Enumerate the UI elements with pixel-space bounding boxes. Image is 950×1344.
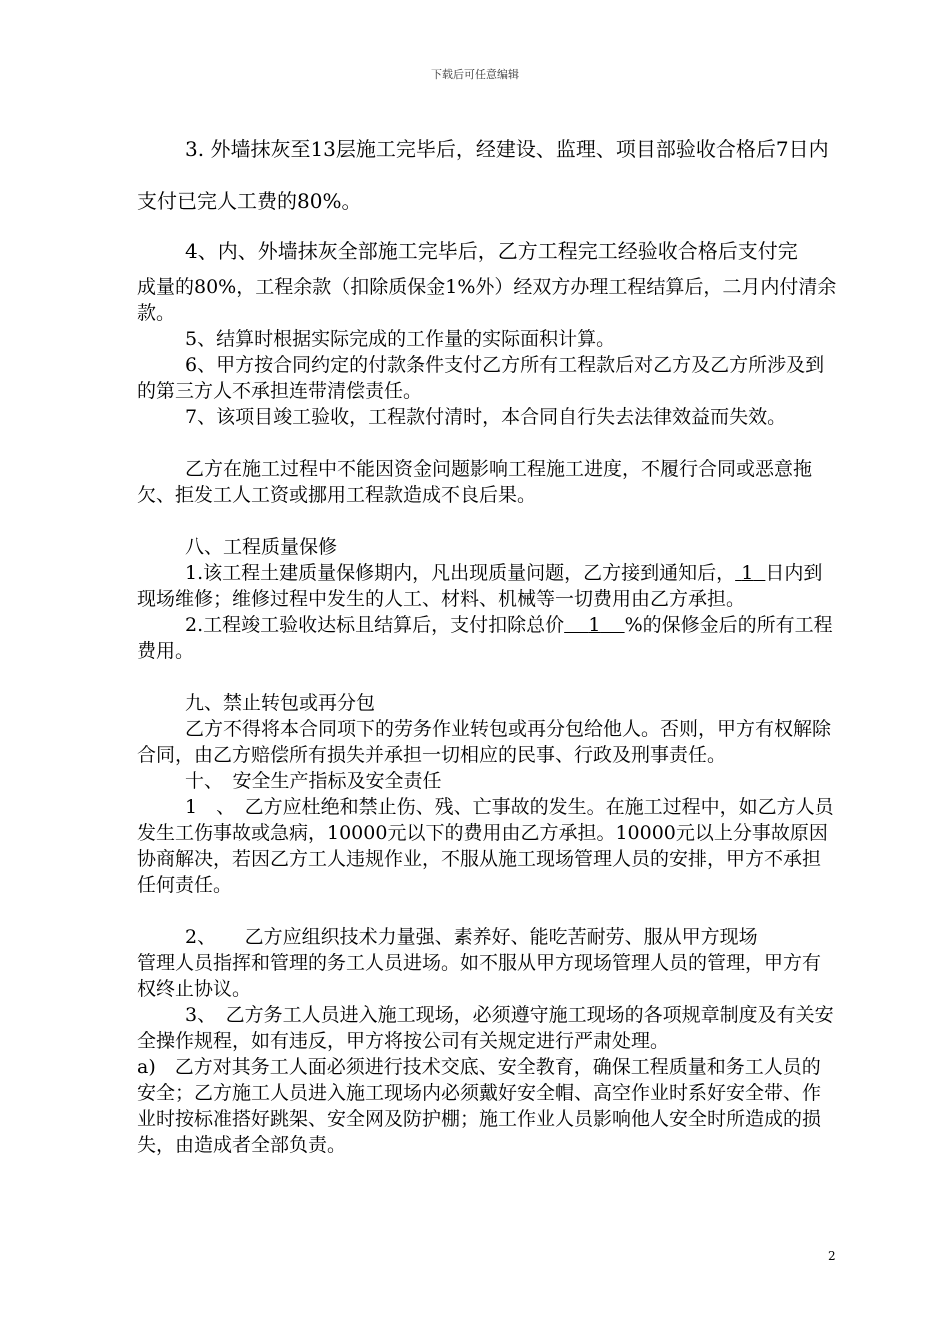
section-9-body: 乙方不得将本合同项下的劳务作业转包或再分包给他人。否则，甲方有权解除合同，由乙方赔偿所有损失并承担一切相应的民事、行政及刑事责任。 bbox=[137, 718, 832, 766]
clause-5: 5、结算时根据实际完成的工作量的实际面积计算。 bbox=[185, 328, 616, 350]
section-10-item-2-line1: 2、 乙方应组织技术力量强、素养好、能吃苦耐劳、服从甲方现场 bbox=[185, 926, 758, 948]
section-8-item-2-text-a: 2.工程竣工验收达标且结算后，支付扣除总价 bbox=[185, 614, 565, 636]
clause-4-line2: 成量的80%，工程余款（扣除质保金1%外）经双方办理工程结算后，二月内付清余款。 bbox=[137, 276, 837, 324]
clause-3-line1: 3. 外墙抹灰至13层施工完毕后，经建设、监理、项目部验收合格后7日内 bbox=[185, 137, 829, 161]
clause-4-line1: 4、内、外墙抹灰全部施工完毕后，乙方工程完工经验收合格后支付完 bbox=[185, 239, 798, 263]
section-8-item-1 bbox=[137, 560, 837, 612]
section-8-title: 八、工程质量保修 bbox=[185, 536, 338, 558]
section-8-item-1-text-b: 日内到现场维修；维修过程中发生的人工、材料、机械等一切费用由乙方承担。 bbox=[137, 562, 823, 610]
clause-6: 6、甲方按合同约定的付款条件支付乙方所有工程款后对乙方及乙方所涉及到的第三方人不承担连带清偿责任。 bbox=[137, 354, 825, 402]
repair-days-field: 1 bbox=[741, 562, 754, 584]
clause-3-line2: 支付已完人工费的80%。 bbox=[137, 189, 362, 213]
section-8-item-1-text-a: 1.该工程土建质量保修期内，凡出现质量问题，乙方接到通知后， bbox=[185, 562, 736, 584]
funding-clause: 乙方在施工过程中不能因资金问题影响工程施工进度，不履行合同或恶意拖欠、拒发工人工资或挪用工程款造成不良后果。 bbox=[137, 458, 813, 506]
section-10-item-3: 3、 乙方务工人员进入施工现场，必须遵守施工现场的各项规章制度及有关安全操作规程，如有违反，甲方将按公司有关规定进行严肃处理。 bbox=[137, 1004, 834, 1052]
section-10-title: 十、 安全生产指标及安全责任 bbox=[185, 770, 442, 792]
section-10-item-1: 1 、 乙方应杜绝和禁止伤、残、亡事故的发生。在施工过程中，如乙方人员发生工伤事故或急病，10000元以下的费用由乙方承担。10000元以上分事故原因协商解决，若因乙方工人违规作业，不服从施工现场管理人员的安排，甲方不承担任何责任。 bbox=[137, 796, 834, 896]
page-header: 下载后可任意编辑 bbox=[431, 68, 519, 81]
section-10-item-2-line2: 管理人员指挥和管理的务工人员进场。如不服从甲方现场管理人员的管理，甲方有权终止协议。 bbox=[137, 952, 822, 1000]
document-body bbox=[137, 130, 837, 1158]
page-number: 2 bbox=[828, 1249, 836, 1263]
section-9-title: 九、禁止转包或再分包 bbox=[185, 692, 376, 714]
section-8-item-2 bbox=[137, 612, 837, 664]
section-8-item-2-text-b: %的保修金后的所有工程费用。 bbox=[137, 614, 833, 662]
warranty-percent-field: 1 bbox=[588, 614, 601, 636]
clause-7: 7、该项目竣工验收，工程款付清时，本合同自行失去法律效益而失效。 bbox=[185, 406, 787, 428]
section-10-item-a: a) 乙方对其务工人面必须进行技术交底、安全教育，确保工程质量和务工人员的安全；乙方施工人员进入施工现场内必须戴好安全帽、高空作业时系好安全带、作业时按标准搭好跳架、安全网及防护棚；施工作业人员影响他人安全时所造成的损失，由造成者全部负责。 bbox=[137, 1056, 822, 1156]
